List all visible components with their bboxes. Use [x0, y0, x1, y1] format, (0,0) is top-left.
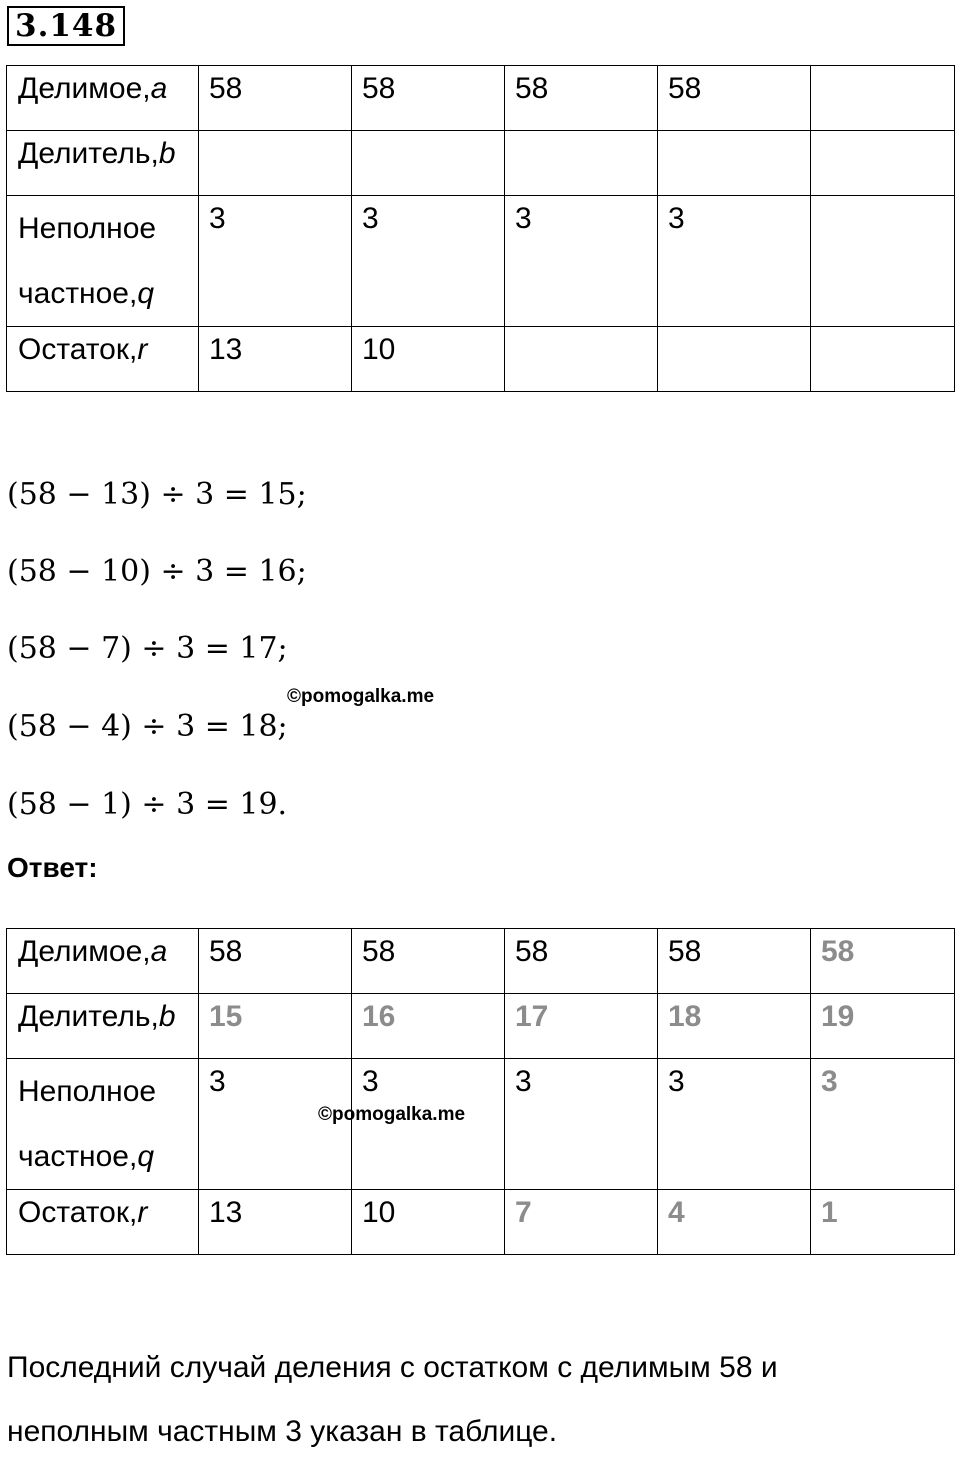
answer-cell: 1 [811, 1190, 955, 1255]
table-row-divisor [7, 131, 955, 196]
table-row-dividend [7, 66, 955, 131]
row-header-dividend: Делимое,a [7, 66, 199, 131]
row-header-divisor: Делитель,b [7, 994, 199, 1059]
table-cell: 3 [352, 196, 505, 327]
table-cell: 10 [352, 327, 505, 392]
table-cell: 13 [199, 327, 352, 392]
table-row-divisor [7, 994, 955, 1059]
table-cell [658, 131, 811, 196]
row-header-dividend: Делимое,a [7, 929, 199, 994]
answer-cell: 19 [811, 994, 955, 1059]
table-cell [352, 131, 505, 196]
table-cell: 58 [505, 66, 658, 131]
problem-table [6, 65, 955, 392]
table-cell [811, 66, 955, 131]
row-header-remainder: Остаток,r [7, 327, 199, 392]
table-cell [658, 327, 811, 392]
table-cell: 58 [352, 929, 505, 994]
table-cell: 58 [658, 929, 811, 994]
row-header-remainder: Остаток,r [7, 1190, 199, 1255]
answer-cell: 7 [505, 1190, 658, 1255]
answer-cell: 16 [352, 994, 505, 1059]
table-cell: 58 [199, 929, 352, 994]
table-cell: 3 [505, 196, 658, 327]
table-cell: 58 [658, 66, 811, 131]
answer-cell: 17 [505, 994, 658, 1059]
table-cell: 58 [505, 929, 658, 994]
table-cell [811, 327, 955, 392]
table-cell: 58 [352, 66, 505, 131]
table-cell [505, 131, 658, 196]
table-cell: 3 [199, 196, 352, 327]
row-header-quotient: Неполное частное,q [7, 196, 199, 327]
equation: (58 − 4) ÷ 3 = 18; [7, 709, 288, 744]
table-cell: 58 [199, 66, 352, 131]
answer-table [6, 928, 955, 1255]
watermark: ©pomogalka.me [287, 686, 435, 707]
equation: (58 − 1) ÷ 3 = 19. [7, 787, 288, 822]
answer-cell: 3 [811, 1059, 955, 1190]
equation: (58 − 7) ÷ 3 = 17; [7, 631, 288, 666]
equation: (58 − 10) ÷ 3 = 16; [7, 554, 307, 589]
table-cell [199, 131, 352, 196]
table-cell: 3 [658, 196, 811, 327]
answer-cell: 4 [658, 1190, 811, 1255]
table-row-quotient [7, 196, 955, 327]
table-cell [811, 131, 955, 196]
table-cell: 3 [199, 1059, 352, 1190]
row-header-quotient: Неполное частное,q [7, 1059, 199, 1190]
table-cell: 13 [199, 1190, 352, 1255]
answer-label: Ответ: [7, 852, 98, 883]
conclusion-line: Последний случай деления с остатком с делимым 58 и [7, 1351, 778, 1384]
equation: (58 − 13) ÷ 3 = 15; [7, 477, 307, 512]
answer-cell: 58 [811, 929, 955, 994]
table-cell: 3 [352, 1059, 505, 1190]
table-row-dividend [7, 929, 955, 994]
table-cell: 3 [505, 1059, 658, 1190]
table-cell: 3 [658, 1059, 811, 1190]
table-row-quotient [7, 1059, 955, 1190]
conclusion-line: неполным частным 3 указан в таблице. [7, 1415, 558, 1448]
table-cell [811, 196, 955, 327]
table-row-remainder [7, 327, 955, 392]
row-header-divisor: Делитель,b [7, 131, 199, 196]
task-number: 3.148 [7, 6, 125, 46]
table-row-remainder [7, 1190, 955, 1255]
answer-cell: 18 [658, 994, 811, 1059]
watermark: ©pomogalka.me [318, 1104, 466, 1125]
table-cell [505, 327, 658, 392]
answer-cell: 15 [199, 994, 352, 1059]
table-cell: 10 [352, 1190, 505, 1255]
